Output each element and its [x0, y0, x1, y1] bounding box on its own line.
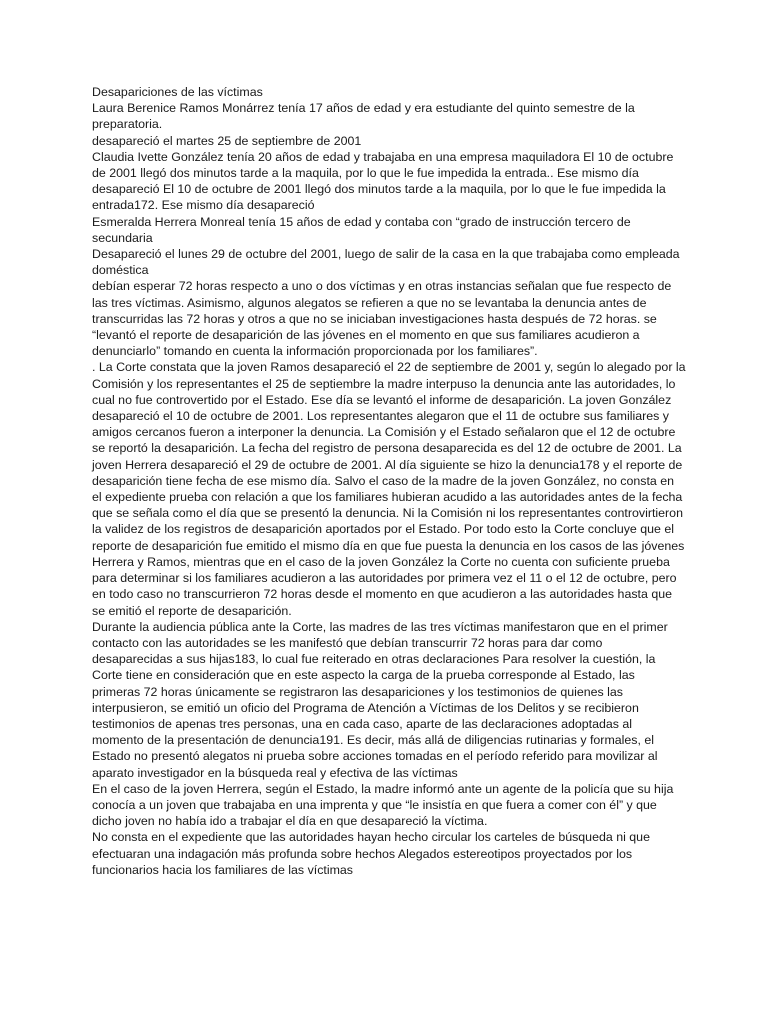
paragraph: Durante la audiencia pública ante la Corte, las madres de las tres víctimas manifestaron que en el primer contacto con las autoridades se les manifestó que debían transcurrir 72 horas para dar como desaparecidas a sus hijas183, lo cual fue reiterado en otras declaraciones Para resolver la cuestión, la Corte tiene en consideración que en este aspecto la carga de la prueba corresponde al Estado, las primeras 72 horas únicamente se registraron las desapariciones y los testimonios de quienes las interpusieron, se emitió un oficio del Programa de Atención a Víctimas de los Delitos y se recibieron testimonios de apenas tres personas, una en cada caso, aparte de las declaraciones adoptadas al momento de la presentación de denuncia191. Es decir, más allá de diligencias rutinarias y formales, el Estado no presentó alegatos ni prueba sobre acciones tomadas en el período referido para movilizar al aparato investigador en la búsqueda real y efectiva de las víctimas: [92, 619, 668, 780]
paragraph: debían esperar 72 horas respecto a uno o dos víctimas y en otras instancias señalan que fue respecto de las tres víctimas. Asimismo, algunos alegatos se refieren a que no se levantaba la denuncia antes de transcurridas las 72 horas y otros a que no se iniciaban investigaciones hasta después de 72 horas. se “levantó el reporte de desaparición de las jóvenes en el momento en que sus familiares acudieron a denunciarlo” tomando en cuenta la información proporcionada por los familiares”.: [92, 279, 672, 359]
paragraph: Desapareció el lunes 29 de octubre del 2001, luego de salir de la casa en la que trabajaba como empleada doméstica: [92, 247, 680, 278]
paragraph: En el caso de la joven Herrera, según el Estado, la madre informó ante un agente de la policía que su hija conocía a un joven que trabajaba en una imprenta y que “le insistía en que fuera a comer con él” y que dicho joven no había ido a trabajar el día en que desapareció la víctima.: [92, 781, 674, 829]
paragraph: Claudia Ivette González tenía 20 años de edad y trabajaba en una empresa maquiladora El 10 de octubre de 2001 llegó dos minutos tarde a la maquila, por lo que le fue impedida la entrada.. Ese mismo día desapareció El 10 de octubre de 2001 llegó dos minutos tarde a la maquila, por lo que le fue impedida la entrada172. Ese mismo día desapareció: [92, 149, 674, 213]
paragraph: No consta en el expediente que las autoridades hayan hecho circular los carteles de búsqueda ni que efectuaran una indagación más profunda sobre hechos Alegados estereotipos proyectados por los funcionarios hacia los familiares de las víctimas: [92, 830, 650, 877]
paragraph: Esmeralda Herrera Monreal tenía 15 años de edad y contaba con “grado de instrucción tercero de secundaria: [92, 214, 631, 245]
paragraph: . La Corte constata que la joven Ramos desapareció el 22 de septiembre de 2001 y, según lo alegado por la Comisión y los representantes el 25 de septiembre la madre interpuso la denuncia ante las autoridades, lo cual no fue controvertido por el Estado. Ese día se levantó el informe de desaparición. La joven González desapareció el 10 de octubre de 2001. Los representantes alegaron que el 11 de octubre sus familiares y amigos cercanos fueron a interponer la denuncia. La Comisión y el Estado señalaron que el 12 de octubre se reportó la desaparición. La fecha del registro de persona desaparecida es del 12 de octubre de 2001. La joven Herrera desapareció el 29 de octubre de 2001. Al día siguiente se hizo la denuncia178 y el reporte de desaparición tiene fecha de ese mismo día. Salvo el caso de la madre de la joven González, no consta en el expediente prueba con relación a que los familiares hubieran acudido a las autoridades antes de la fecha que se señala como el día que se presentó la denuncia. Ni la Comisión ni los representantes controvirtieron la validez de los registros de desaparición aportados por el Estado. Por todo esto la Corte concluye que el reporte de desaparición fue emitido el mismo día en que fue puesta la denuncia en los casos de las jóvenes Herrera y Ramos, mientras que en el caso de la joven González la Corte no cuenta con suficiente prueba para determinar si los familiares acudieron a las autoridades por primera vez el 11 o el 12 de octubre, pero en todo caso no transcurrieron 72 horas desde el momento en que acudieron a las autoridades hasta que se emitió el reporte de desaparición.: [92, 360, 686, 618]
paragraph: desapareció el martes 25 de septiembre de 2001: [92, 133, 362, 148]
paragraph: Laura Berenice Ramos Monárrez tenía 17 años de edad y era estudiante del quinto semestre de la preparatoria.: [92, 101, 635, 132]
section-heading: Desapariciones de las víctimas: [92, 85, 263, 99]
document-page: [92, 84, 686, 878]
